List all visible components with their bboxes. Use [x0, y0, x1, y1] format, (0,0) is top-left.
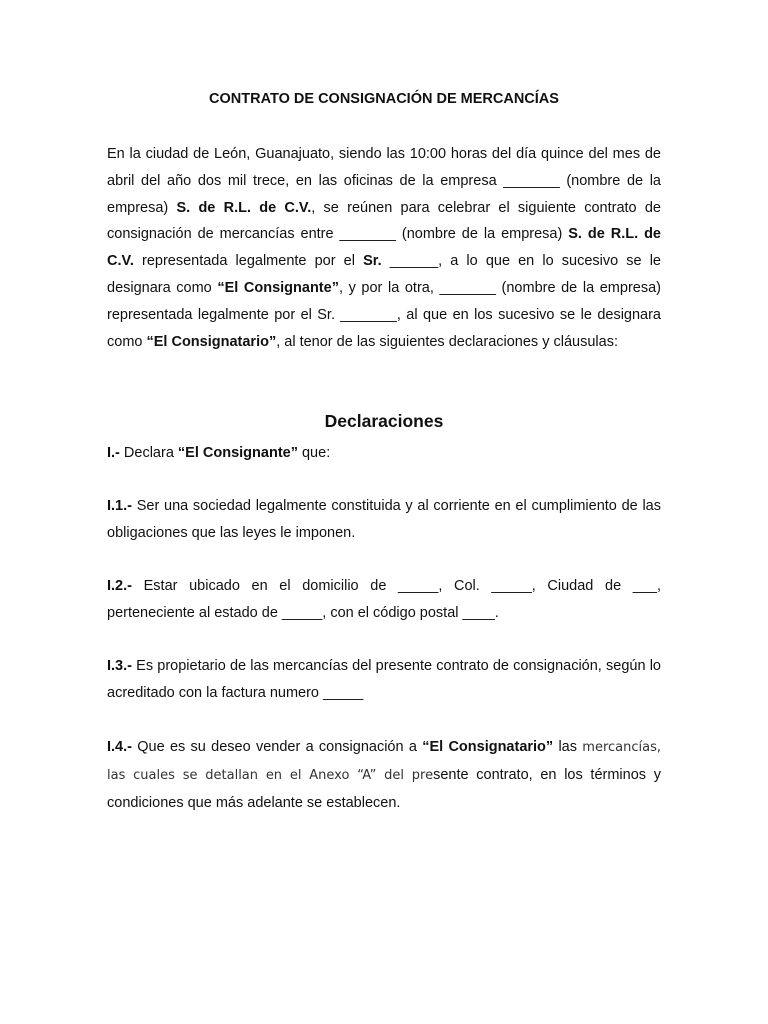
declaration-intro-text-1: Declara: [119, 445, 178, 461]
declaration-item-text-2: las: [553, 739, 583, 755]
declaration-item-2: [107, 573, 661, 627]
intro-text-2: , se reúnen para celebrar el siguiente contrato de consignación de mercancías entre _______ (nombre de la empresa): [107, 199, 661, 243]
declaration-item-consignatario: “El Consignatario”: [422, 739, 554, 755]
intro-text-4: ______, a lo que en lo sucesivo se le designara como: [107, 253, 661, 296]
declaration-item-text: Ser una sociedad legalmente constituida y al corriente en el cumplimiento de las obligaciones que las leyes le imponen.: [107, 498, 661, 541]
document-title: CONTRATO DE CONSIGNACIÓN DE MERCANCÍAS: [209, 91, 559, 107]
declaration-item-text-3: mercancías, las cuales se detallan en el Anexo “A” del pre: [107, 740, 661, 783]
declaration-item-label: I.3.-: [107, 658, 132, 674]
declaration-item-label: I.2.-: [107, 578, 132, 594]
declaration-intro: [107, 440, 661, 467]
intro-text-5: , y por la otra, _______ (nombre de la empresa) representada legalmente por el Sr. _______, al que en los sucesivo se le designara como: [107, 279, 661, 350]
declaration-item-label: I.4.-: [107, 739, 132, 755]
declaration-intro-text-2: que:: [297, 445, 331, 461]
declaration-item-3: [107, 653, 661, 707]
intro-company-type-2: S. de R.L. de C.V.: [107, 226, 661, 270]
declaration-item-text: Estar ubicado en el domicilio de _____, Col. _____, Ciudad de ___, perteneciente al estado de _____, con el código postal ____.: [107, 578, 661, 621]
intro-consignante: “El Consignante”: [217, 279, 339, 296]
section-heading-declaraciones: Declaraciones: [324, 411, 444, 431]
declaration-intro-consignante: “El Consignante”: [177, 445, 298, 461]
declaration-item-text-4: sente contrato, en los términos y condiciones que más adelante se establecen.: [107, 766, 661, 811]
intro-consignatario: “El Consignatario”: [146, 333, 277, 350]
declaration-item-4: [107, 734, 661, 816]
declaration-intro-label: I.-: [107, 445, 120, 461]
intro-text-1: En la ciudad de León, Guanajuato, siendo las 10:00 horas del día quince del mes de abril del año dos mil trece, en las oficinas de la empresa _______ (nombre de la empresa): [107, 146, 661, 216]
intro-company-type-1: S. de R.L. de C.V.: [176, 199, 312, 216]
intro-paragraph: [107, 141, 661, 355]
declaration-item-text-1: Que es su deseo vender a consignación a: [131, 739, 423, 755]
declaration-item-1: [107, 493, 661, 547]
intro-text-6: , al tenor de las siguientes declaraciones y cláusulas:: [276, 333, 618, 350]
declaration-item-text: Es propietario de las mercancías del presente contrato de consignación, según lo acreditado con la factura numero _____: [107, 658, 661, 701]
intro-sr: Sr.: [363, 253, 382, 270]
declaration-item-label: I.1.-: [107, 498, 132, 514]
intro-text-3: representada legalmente por el: [133, 253, 364, 270]
